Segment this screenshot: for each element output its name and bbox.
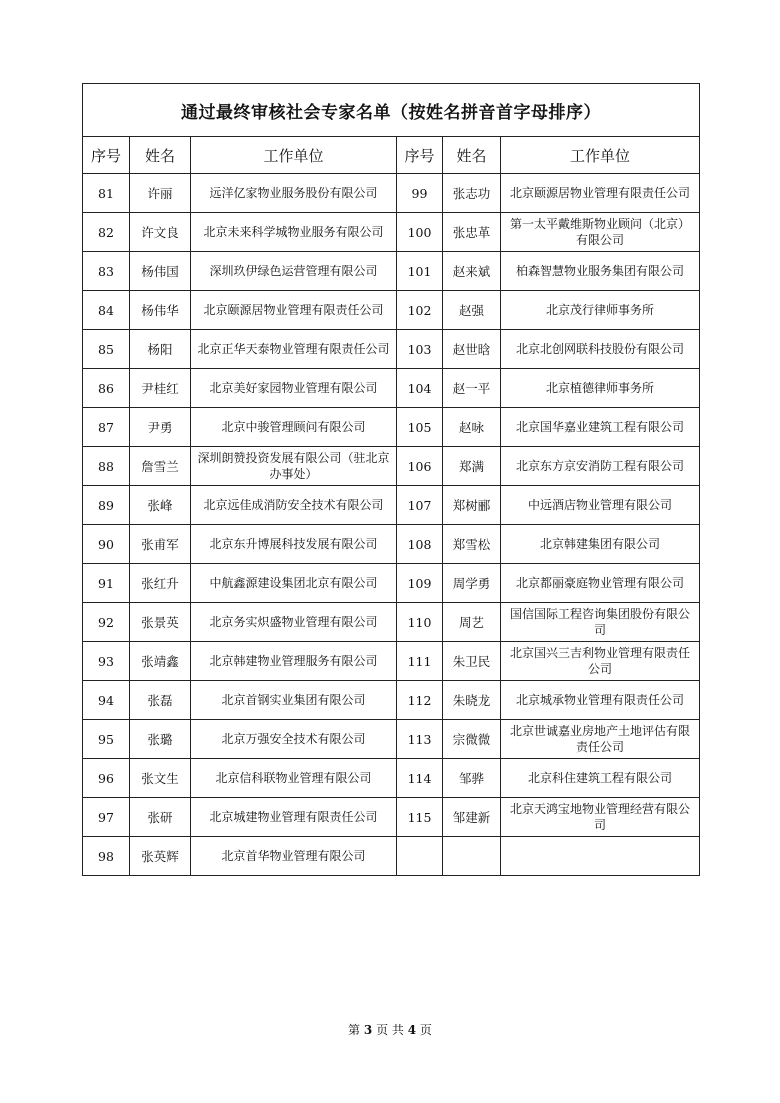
cell-name-right: 赵一平 (443, 369, 501, 408)
table-row (83, 486, 700, 525)
table-row (83, 291, 700, 330)
cell-seq-left: 95 (83, 720, 130, 759)
cell-name-left: 尹勇 (130, 408, 191, 447)
cell-name-right: 朱卫民 (443, 642, 501, 681)
cell-seq-right: 114 (397, 759, 443, 798)
table-row (83, 525, 700, 564)
table-row (83, 681, 700, 720)
header-name-left: 姓名 (130, 137, 191, 174)
cell-name-right: 邹骅 (443, 759, 501, 798)
cell-unit-left: 北京远佳成消防安全技术有限公司 (191, 486, 397, 525)
cell-unit-left: 北京未来科学城物业服务有限公司 (191, 213, 397, 252)
cell-seq-right: 102 (397, 291, 443, 330)
table-row (83, 603, 700, 642)
cell-unit-right: 北京植德律师事务所 (501, 369, 700, 408)
table-row (83, 213, 700, 252)
table-row (83, 408, 700, 447)
cell-name-right: 赵咏 (443, 408, 501, 447)
cell-seq-right: 111 (397, 642, 443, 681)
cell-seq-right: 107 (397, 486, 443, 525)
table-row (83, 564, 700, 603)
cell-seq-left: 85 (83, 330, 130, 369)
cell-name-right: 郑雪松 (443, 525, 501, 564)
page-footer (0, 1021, 780, 1038)
cell-unit-left: 北京正华天泰物业管理有限责任公司 (191, 330, 397, 369)
cell-unit-left: 北京万强安全技术有限公司 (191, 720, 397, 759)
table-row (83, 369, 700, 408)
cell-unit-left: 北京东升博展科技发展有限公司 (191, 525, 397, 564)
cell-name-right: 赵强 (443, 291, 501, 330)
cell-seq-right: 106 (397, 447, 443, 486)
cell-name-left: 张靖鑫 (130, 642, 191, 681)
cell-unit-left: 北京城建物业管理有限责任公司 (191, 798, 397, 837)
cell-name-left: 张峰 (130, 486, 191, 525)
cell-name-right: 张志功 (443, 174, 501, 213)
cell-seq-right: 108 (397, 525, 443, 564)
cell-name-right: 朱晓龙 (443, 681, 501, 720)
table-title: 通过最终审核社会专家名单（按姓名拼音首字母排序） (83, 84, 700, 137)
cell-seq-right (397, 837, 443, 876)
cell-name-left: 许丽 (130, 174, 191, 213)
cell-seq-left: 89 (83, 486, 130, 525)
footer-middle: 页 共 (376, 1023, 404, 1037)
cell-seq-right: 100 (397, 213, 443, 252)
table-row (83, 174, 700, 213)
cell-name-right: 赵来斌 (443, 252, 501, 291)
cell-name-right: 宗微微 (443, 720, 501, 759)
cell-unit-left: 北京信科联物业管理有限公司 (191, 759, 397, 798)
footer-prefix: 第 (348, 1023, 361, 1037)
table-row (83, 330, 700, 369)
cell-name-right: 周艺 (443, 603, 501, 642)
table-row (83, 447, 700, 486)
header-seq-right: 序号 (397, 137, 443, 174)
cell-unit-right: 北京都丽豪庭物业管理有限公司 (501, 564, 700, 603)
cell-unit-right: 国信国际工程咨询集团股份有限公司 (501, 603, 700, 642)
footer-suffix: 页 (419, 1023, 432, 1037)
cell-unit-left: 深圳玖伊绿色运营管理有限公司 (191, 252, 397, 291)
cell-seq-right: 99 (397, 174, 443, 213)
cell-name-right: 赵世晗 (443, 330, 501, 369)
cell-name-left: 张研 (130, 798, 191, 837)
cell-name-left: 张红升 (130, 564, 191, 603)
cell-unit-left: 北京首钢实业集团有限公司 (191, 681, 397, 720)
cell-unit-right: 北京国华嘉业建筑工程有限公司 (501, 408, 700, 447)
header-unit-right: 工作单位 (501, 137, 700, 174)
cell-name-left: 张英辉 (130, 837, 191, 876)
cell-seq-right: 103 (397, 330, 443, 369)
cell-name-right (443, 837, 501, 876)
cell-name-left: 张甫军 (130, 525, 191, 564)
table-row (83, 252, 700, 291)
cell-unit-right: 柏森智慧物业服务集团有限公司 (501, 252, 700, 291)
table-row (83, 759, 700, 798)
table-body (83, 174, 700, 876)
cell-unit-right: 北京茂行律师事务所 (501, 291, 700, 330)
cell-seq-right: 109 (397, 564, 443, 603)
cell-seq-left: 86 (83, 369, 130, 408)
cell-unit-right (501, 837, 700, 876)
cell-unit-right: 中远酒店物业管理有限公司 (501, 486, 700, 525)
cell-unit-left: 远洋亿家物业服务股份有限公司 (191, 174, 397, 213)
cell-name-left: 杨阳 (130, 330, 191, 369)
cell-seq-left: 82 (83, 213, 130, 252)
cell-unit-right: 第一太平戴维斯物业顾问（北京）有限公司 (501, 213, 700, 252)
cell-unit-left: 北京务实炽盛物业管理有限公司 (191, 603, 397, 642)
cell-unit-right: 北京颐源居物业管理有限责任公司 (501, 174, 700, 213)
expert-table (82, 83, 700, 876)
cell-unit-left: 北京中骏管理顾问有限公司 (191, 408, 397, 447)
cell-seq-right: 110 (397, 603, 443, 642)
header-row (83, 137, 700, 174)
cell-seq-left: 93 (83, 642, 130, 681)
table-row (83, 642, 700, 681)
cell-unit-left: 中航鑫源建设集团北京有限公司 (191, 564, 397, 603)
cell-seq-left: 88 (83, 447, 130, 486)
cell-seq-left: 92 (83, 603, 130, 642)
cell-name-left: 詹雪兰 (130, 447, 191, 486)
cell-unit-right: 北京科住建筑工程有限公司 (501, 759, 700, 798)
cell-seq-left: 96 (83, 759, 130, 798)
header-name-right: 姓名 (443, 137, 501, 174)
cell-name-left: 许文良 (130, 213, 191, 252)
cell-unit-left: 北京首华物业管理有限公司 (191, 837, 397, 876)
cell-seq-right: 104 (397, 369, 443, 408)
cell-seq-left: 97 (83, 798, 130, 837)
cell-name-left: 张璐 (130, 720, 191, 759)
cell-name-right: 郑满 (443, 447, 501, 486)
cell-seq-right: 101 (397, 252, 443, 291)
cell-unit-right: 北京城承物业管理有限责任公司 (501, 681, 700, 720)
cell-unit-left: 北京颐源居物业管理有限责任公司 (191, 291, 397, 330)
cell-seq-left: 87 (83, 408, 130, 447)
cell-unit-right: 北京东方京安消防工程有限公司 (501, 447, 700, 486)
cell-seq-right: 115 (397, 798, 443, 837)
table-row (83, 720, 700, 759)
header-seq-left: 序号 (83, 137, 130, 174)
expert-list-sheet (82, 83, 699, 876)
header-unit-left: 工作单位 (191, 137, 397, 174)
footer-total-pages: 4 (407, 1023, 417, 1037)
cell-name-right: 邹建新 (443, 798, 501, 837)
cell-name-right: 周学勇 (443, 564, 501, 603)
cell-unit-left: 北京韩建物业管理服务有限公司 (191, 642, 397, 681)
footer-page-number: 3 (363, 1023, 373, 1037)
cell-seq-left: 98 (83, 837, 130, 876)
cell-seq-left: 81 (83, 174, 130, 213)
cell-seq-right: 105 (397, 408, 443, 447)
cell-unit-right: 北京天鸿宝地物业管理经营有限公司 (501, 798, 700, 837)
cell-name-left: 尹桂红 (130, 369, 191, 408)
cell-seq-right: 112 (397, 681, 443, 720)
cell-name-left: 张磊 (130, 681, 191, 720)
cell-name-left: 杨伟国 (130, 252, 191, 291)
cell-seq-left: 90 (83, 525, 130, 564)
cell-unit-right: 北京北创网联科技股份有限公司 (501, 330, 700, 369)
cell-unit-left: 北京美好家园物业管理有限公司 (191, 369, 397, 408)
cell-seq-left: 83 (83, 252, 130, 291)
cell-seq-left: 94 (83, 681, 130, 720)
cell-unit-right: 北京世诚嘉业房地产土地评估有限责任公司 (501, 720, 700, 759)
cell-unit-right: 北京韩建集团有限公司 (501, 525, 700, 564)
cell-name-left: 张景英 (130, 603, 191, 642)
cell-name-left: 张文生 (130, 759, 191, 798)
cell-seq-left: 84 (83, 291, 130, 330)
table-row (83, 798, 700, 837)
cell-name-right: 张忠革 (443, 213, 501, 252)
table-row (83, 837, 700, 876)
cell-unit-left: 深圳朗赞投资发展有限公司（驻北京办事处） (191, 447, 397, 486)
cell-name-left: 杨伟华 (130, 291, 191, 330)
cell-seq-right: 113 (397, 720, 443, 759)
cell-unit-right: 北京国兴三吉利物业管理有限责任公司 (501, 642, 700, 681)
cell-name-right: 郑树郦 (443, 486, 501, 525)
cell-seq-left: 91 (83, 564, 130, 603)
